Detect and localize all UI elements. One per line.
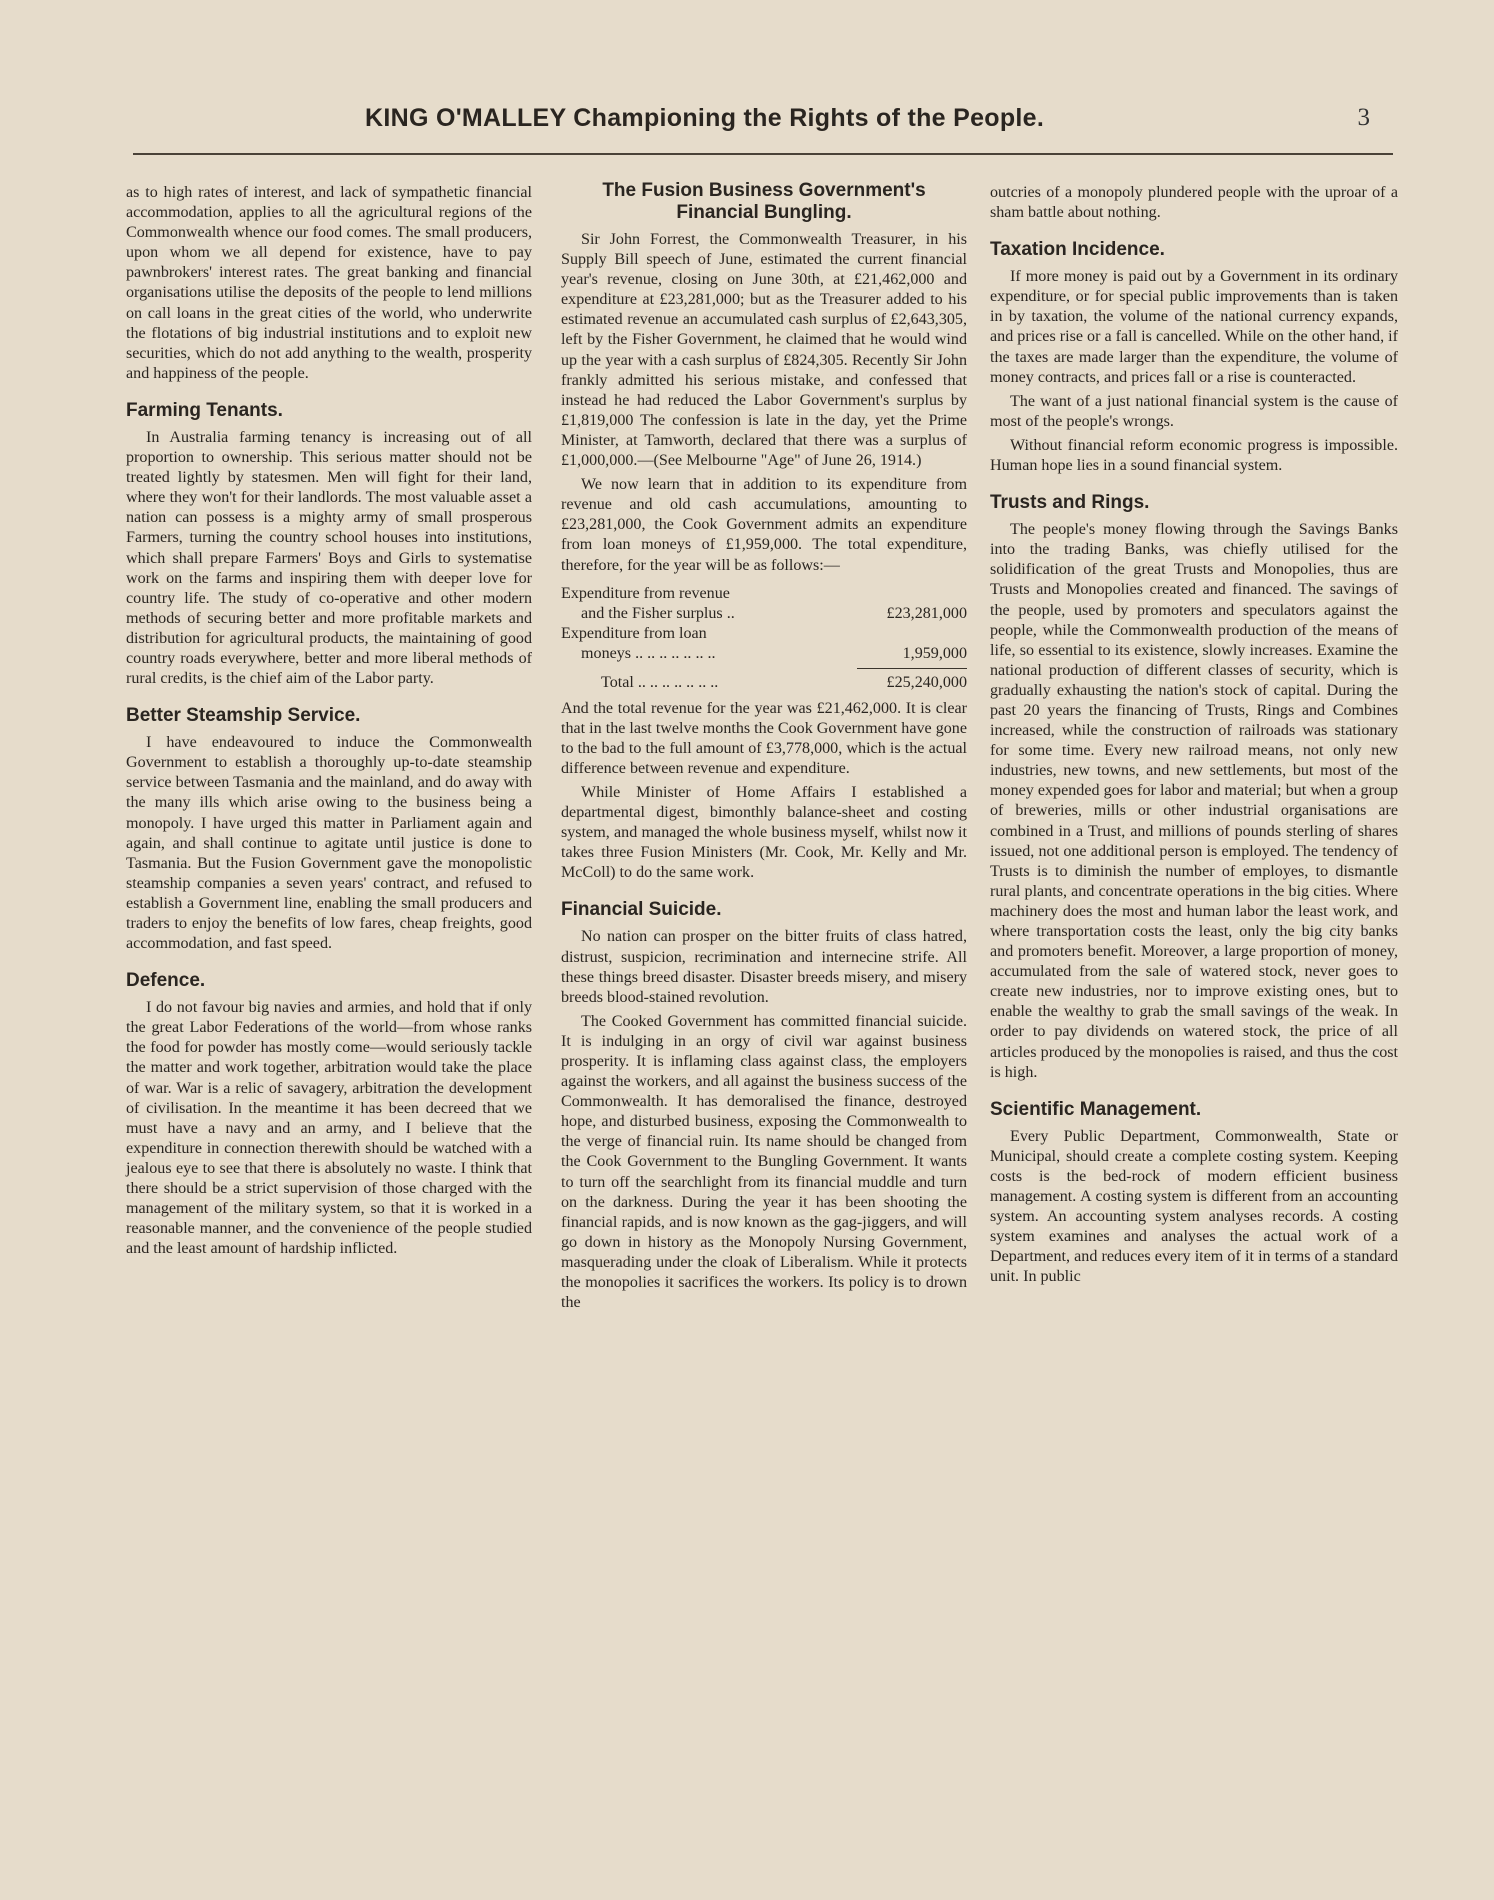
paragraph: The people's money flowing through the Savings Banks into the trading Banks, was chiefly utilised for the solidification of the great Trusts and Monopolies, thus are Trusts and Monopolies created and financed. The savings of the people, used by promoters and speculators against the people, while the Commonwealth production of the means of life, so essential to its existence, slowly increases. Examine the national production of different classes of security, which is gradually exhausting the nation's stock of capital. During the past 20 years the financing of Trusts, Rings and Combines increased, while the construction of railroads was stationary for some time. Every new railroad means, not only new industries, new towns, and new settlements, but most of the money expended goes for labor and material; but when a group of breweries, mills or other industrial organisations are combined in a Trust, and millions of pounds sterling of shares issued, not one additional person is employed. The tendency of Trusts is to diminish the number of employes, to dismantle rural plants, and concentrate operations in the big cities. Where machinery does the most and human labor the least work, and where transportation costs the least, only the big city banks and promoters benefit. Moreover, a large proportion of money, accumulated from the sale of watered stock, never goes to create new industries, nor to improve existing ones, but to enable the wealthy to grab the small savings of the weak. In order to pay dividends on watered stock, the price of all articles produced by the monopolies is raised, and thus the cost is high. xyxy=(990,521,1398,1081)
expenditure-label: moneys .. .. .. .. .. .. .. xyxy=(581,644,716,662)
paragraph: Sir John Forrest, the Commonwealth Treasurer, in his Supply Bill speech of June, estimated the current financial year's revenue, closing on June 30th, at £21,462,000 and expenditure at £23,281,000; but as the Treasurer added to his estimated revenue an accumulated cash surplus of £2,643,305, left by the Fisher Government, he claimed that he would wind up the year with a cash surplus of £824,305. Recently Sir John frankly admitted his serious mistake, and confessed that instead he had reduced the Labor Government's surplus by £1,819,000 The confession is late in the day, yet the Prime Minister, at Tamworth, declared that there was a surplus of £1,000,000.—(See Melbourne "Age" of June 26, 1914.) xyxy=(561,231,967,470)
expenditure-value: £23,281,000 xyxy=(886,604,967,622)
total-label: Total .. .. .. .. .. .. .. xyxy=(601,673,719,691)
paragraph: No nation can prosper on the bitter fruits of class hatred, distrust, suspicion, recrimination and internecine strife. All these things breed disaster. Disaster breeds misery, and misery breeds blood-stained revolution. xyxy=(561,928,967,1006)
sum-rule xyxy=(857,668,967,669)
page-number: 3 xyxy=(1357,104,1370,131)
column-3 xyxy=(990,183,1398,1292)
paragraph: While Minister of Home Affairs I established a departmental digest, bimonthly balance-sheet and costing system, and managed the whole business myself, whilst now it takes three Fusion Ministers (Mr. Cook, Mr. Kelly and Mr. McColl) to do the same work. xyxy=(561,783,967,882)
column-2 xyxy=(561,180,967,1317)
paragraph: I have endeavoured to induce the Commonwealth Government to establish a thoroughly up-to-date steamship service between Tasmania and the mainland, and do away with the many ills which arise owing to the business being a monopoly. I have urged this matter in Parliament again and again, and shall continue to agitate until justice is done to Tasmania. But the Fusion Government gave the monopolistic steamship companies a seven years' contract, and refused to establish a Government line, enabling the small producers and traders to enjoy the benefits of low fares, cheap freights, good accommodation, and fast speed. xyxy=(126,734,532,953)
header-rule xyxy=(133,153,1393,155)
expenditure-label: and the Fisher surplus .. xyxy=(581,604,735,622)
section-heading-financial-suicide: Financial Suicide. xyxy=(561,899,722,921)
section-heading-scientific: Scientific Management. xyxy=(990,1098,1202,1120)
paragraph: We now learn that in addition to its expenditure from revenue and old cash accumulations, amounting to £23,281,000, the Cook Government admits an expenditure from loan moneys of £1,959,000. The total expenditure, therefore, for the year will be as follows:— xyxy=(561,476,967,574)
table-row-total xyxy=(561,673,967,693)
paragraph: If more money is paid out by a Government in its ordinary expenditure, or for special public improvements than is taken in by taxation, the volume of the national currency expands, and prices rise or a fall is cancelled. While on the other hand, if the taxes are made larger than the expenditure, the volume of money contracts, and prices fall or a rise is counteracted. xyxy=(990,268,1398,386)
expenditure-label: Expenditure from revenue xyxy=(561,584,730,602)
section-heading-fusion: The Fusion Business Government's Financial Bungling. xyxy=(602,180,926,223)
paragraph: outcries of a monopoly plundered people with the uproar of a sham battle about nothing. xyxy=(990,184,1398,222)
total-value: £25,240,000 xyxy=(886,673,967,691)
section-heading-defence: Defence. xyxy=(126,970,206,992)
paragraph: I do not favour big navies and armies, and hold that if only the great Labor Federations of the world—from whose ranks the food for powder has mostly come—would seriously tackle the matter and work together, arbitration would take the place of war. War is a relic of savagery, arbitration the development of civilisation. In the meantime it has been decreed that we must have a navy and an army, and I believe that the expenditure in connection therewith should be watched with a jealous eye to see that there is absolutely no waste. I think that there should be a strict supervision of those charged with the management of the military system, so that it is worked in a reasonable manner, and the convenience of the people studied and the least amount of hardship inflicted. xyxy=(126,999,532,1258)
paragraph: Every Public Department, Commonwealth, State or Municipal, should create a complete costing system. Keeping costs is the bed-rock of modern efficient business management. A costing system is different from an accounting system. An accounting system analyses records. A costing system examines and analyses the actual work of a Department, and reduces every item of it in terms of a standard unit. In public xyxy=(990,1127,1398,1286)
paragraph: as to high rates of interest, and lack of sympathetic financial accommodation, applies to all the agricultural regions of the Commonwealth whence our food comes. The small producers, upon whom we all depend for existence, have to pay pawnbrokers' interest rates. The great banking and financial organisations utilise the deposits of the people to lend millions on call loans in the great cities of the world, who underwrite the flotations of big industrial institutions and to exploit new securities, which do not add anything to the wealth, prosperity and happiness of the people. xyxy=(126,184,532,382)
expenditure-value: 1,959,000 xyxy=(902,644,967,662)
section-heading-steamship: Better Steamship Service. xyxy=(126,705,361,727)
column-1 xyxy=(126,183,532,1263)
paragraph: The want of a just national financial system is the cause of most of the people's wrongs. xyxy=(990,392,1398,430)
paragraph: The Cooked Government has committed financial suicide. It is indulging in an orgy of civil war against business prosperity. It is inflaming class against class, the employers against the workers, and all against the business success of the Commonwealth. It has demoralised the finance, destroyed hope, and disturbed business, exposing the Commonwealth to the verge of financial ruin. Its name should be changed from the Cook Government to the Bungling Government. It wants to turn off the searchlight from its financial muddle and turn on the darkness. During the year it has been shooting the financial rapids, and is now known as the gag-jiggers, and will go down in history as the Monopoly Nursing Government, masquerading under the cloak of Liberalism. While it protects the monopolies it sacrifices the workers. Its policy is to drown the xyxy=(561,1012,967,1312)
table-row xyxy=(561,584,967,604)
expenditure-label: Expenditure from loan xyxy=(561,624,707,642)
paragraph: Without financial reform economic progress is impossible. Human hope lies in a sound financial system. xyxy=(990,436,1398,475)
paragraph: And the total revenue for the year was £21,462,000. It is clear that in the last twelve months the Cook Government have gone to the bad to the full amount of £3,778,000, which is the actual difference between revenue and expenditure. xyxy=(561,699,967,777)
table-row xyxy=(561,604,967,624)
table-row xyxy=(561,644,967,664)
page-header xyxy=(160,104,1390,144)
table-row xyxy=(561,624,967,644)
section-heading-taxation: Taxation Incidence. xyxy=(990,239,1165,261)
section-heading-farming-tenants: Farming Tenants. xyxy=(126,399,283,421)
expenditure-table xyxy=(561,584,967,693)
paragraph: In Australia farming tenancy is increasing out of all proportion to ownership. This serious matter should not be treated lightly by statesmen. Men will fight for their land, where they won't for their landlords. The most valuable asset a nation can possess is a mighty army of small prosperous Farmers, turning the country school houses into institutions, which shall prepare Farmers' Boys and Girls to systematise work on the farms and inspiring them with deeper love for country life. The study of co-operative and other modern methods of securing better and more profitable markets and distribution for agricultural products, the maintaining of good country roads everywhere, better and more liberal methods of rural credits, is the chief aim of the Labor party. xyxy=(126,428,532,688)
page-title: KING O'MALLEY Championing the Rights of the People. xyxy=(365,104,1045,132)
section-heading-trusts: Trusts and Rings. xyxy=(990,492,1150,514)
